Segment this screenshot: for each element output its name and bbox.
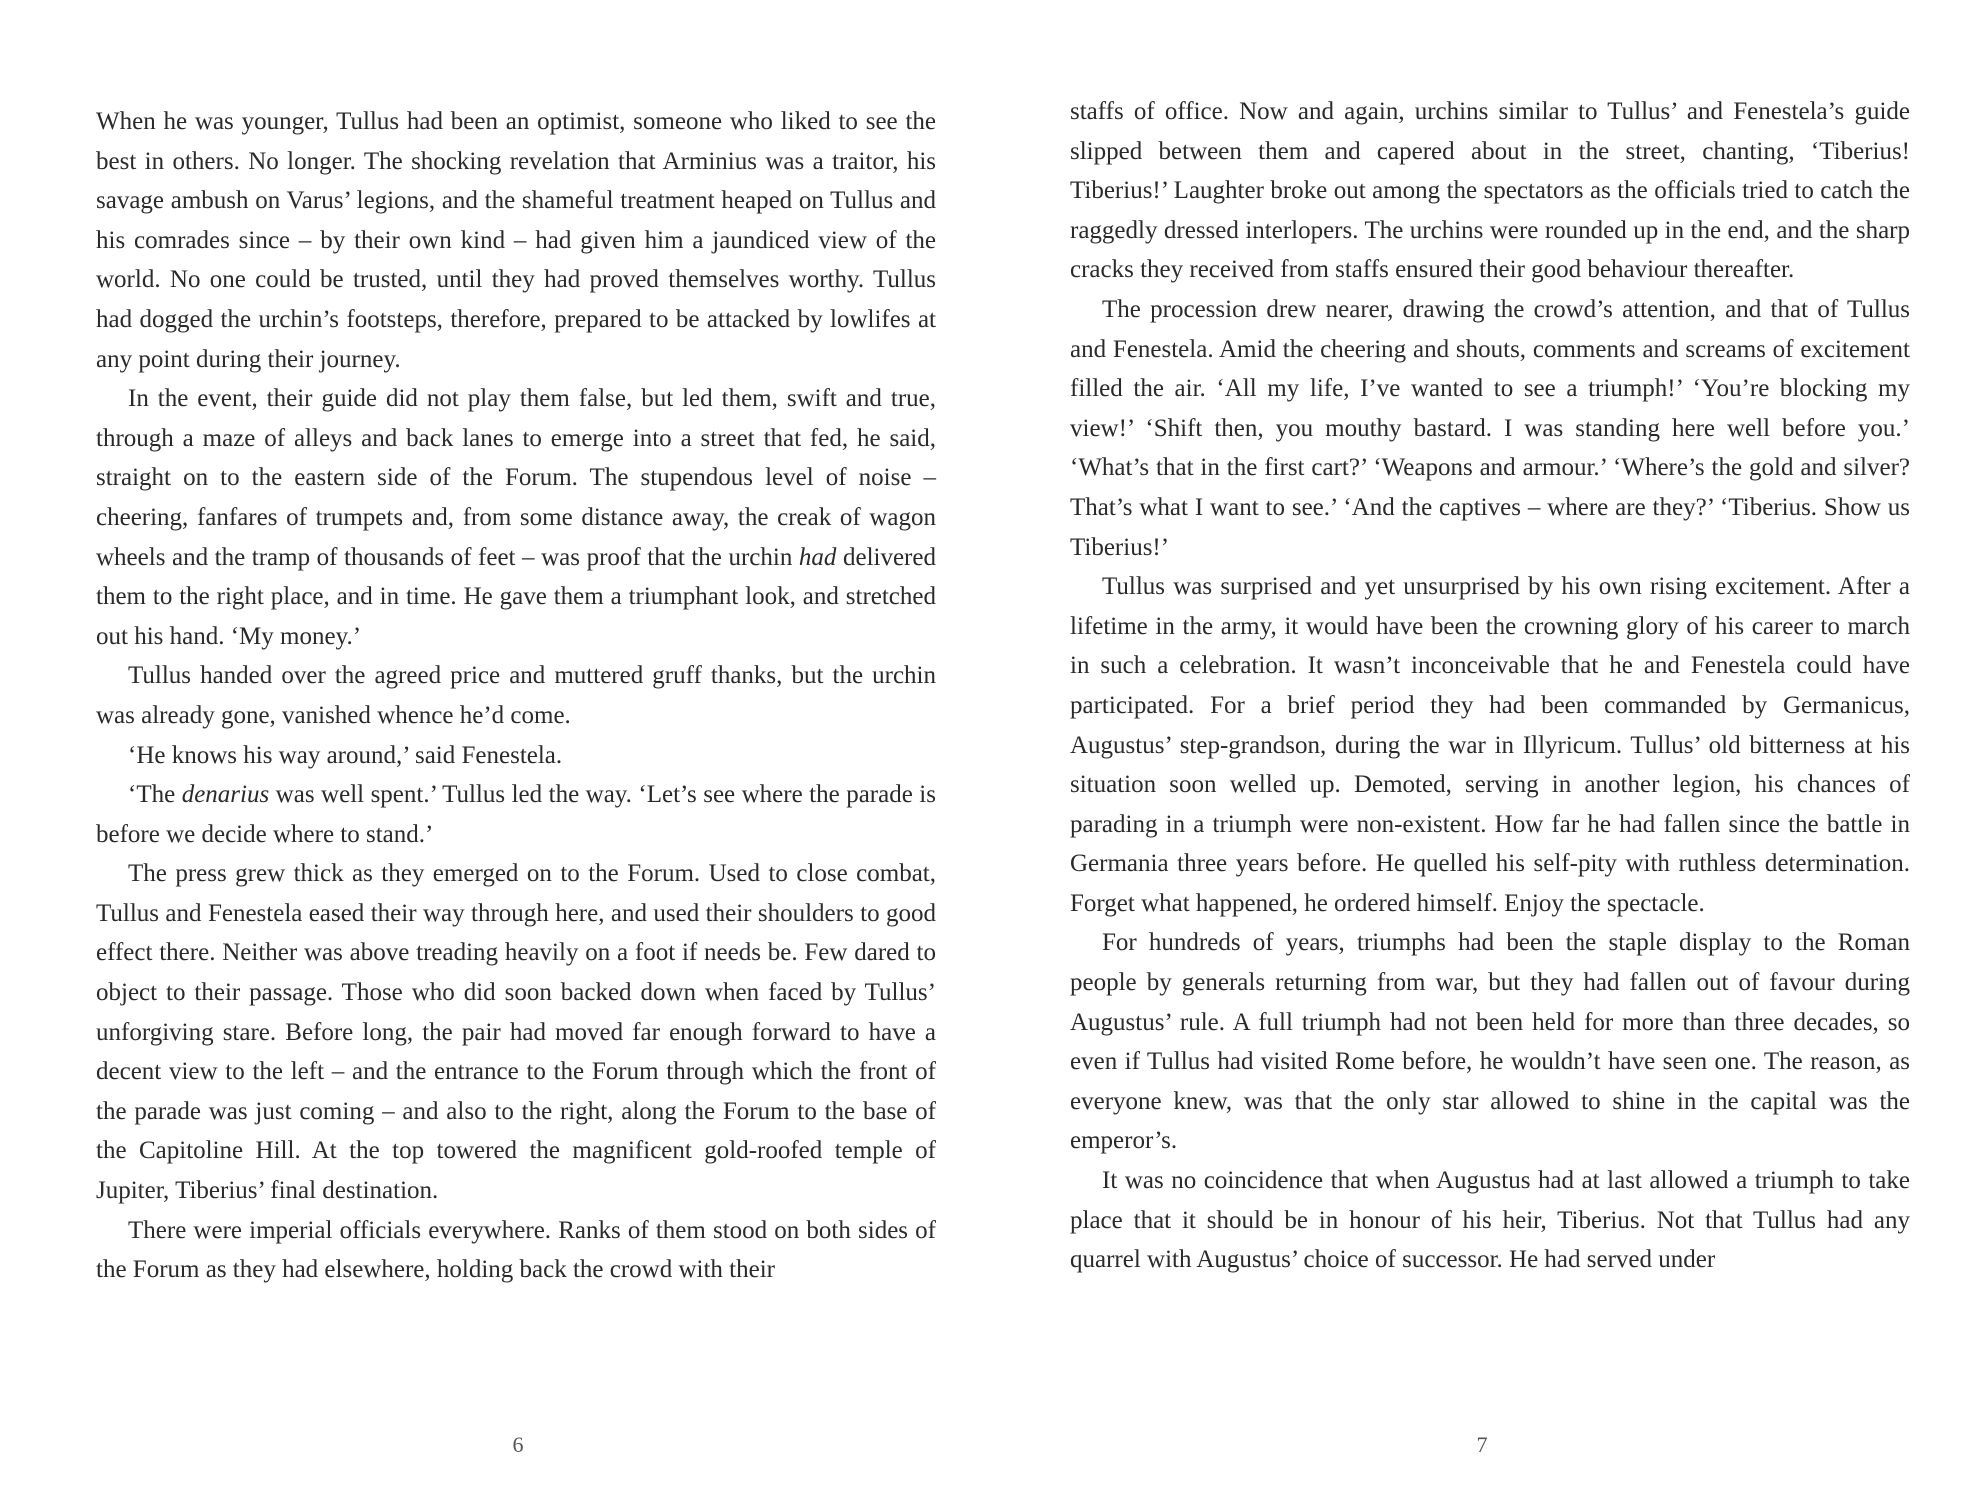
left-page-body	[96, 102, 936, 1290]
paragraph: When he was younger, Tullus had been an optimist, someone who liked to see the best in others. No longer. The shocking revelation that Arminius was a traitor, his savage ambush on Varus’ legions, and the shameful treatment heaped on Tullus and his comrades since – by their own kind – had given him a jaundiced view of the world. No one could be trusted, until they had proved themselves worthy. Tullus had dogged the urchin’s footsteps, therefore, prepared to be attacked by lowlifes at any point during their journey.	[96, 108, 936, 373]
right-page	[990, 0, 1980, 1503]
italic-emphasis: denarius	[181, 781, 270, 809]
page-number: 7	[1476, 1432, 1488, 1457]
paragraph: The procession drew nearer, drawing the crowd’s attention, and that of Tullus and Fenestela. Amid the cheering and shouts, comments and screams of excitement filled the air. ‘All my life, I’ve wanted to see a triumph!’ ‘You’re blocking my view!’ ‘Shift then, you mouthy bastard. I was standing here well before you.’ ‘What’s that in the first cart?’ ‘Weapons and armour.’ ‘Where’s the gold and silver? That’s what I want to see.’ ‘And the captives – where are they?’ ‘Tiberius. Show us Tiberius!’	[1070, 295, 1910, 561]
italic-emphasis: had	[798, 543, 837, 571]
paragraph: Tullus was surprised and yet unsurprised by his own rising excitement. After a lifetime in the army, it would have been the crowning glory of his career to march in such a celebration. It wasn’t inconceivable that he and Fenestela could have participated. For a brief period they had been commanded by Germanicus, Augustus’ step-grandson, during the war in Illyricum. Tullus’ old bitterness at his situation soon welled up. Demoted, serving in another legion, his chances of parading in a triumph were non-existent. How far he had fallen since the battle in Germania three years before. He quelled his self-pity with ruthless determination. Forget what happened, he ordered himself. Enjoy the spectacle.	[1070, 573, 1910, 917]
right-page-body	[1070, 92, 1910, 1280]
paragraph: The press grew thick as they emerged on to the Forum. Used to close combat, Tullus and Fenestela eased their way through here, and used their shoulders to good effect there. Neither was above treading heavily on a foot if needs be. Few dared to object to their passage. Those who did soon backed down when faced by Tullus’ unforgiving stare. Before long, the pair had moved far enough forward to have a decent view to the left – and the entrance to the Forum through which the front of the parade was just coming – and also to the right, along the Forum to the base of the Capitoline Hill. At the top towered the magnificent gold-roofed temple of Jupiter, Tiberius’ final destination.	[96, 860, 936, 1205]
paragraph: There were imperial officials everywhere. Ranks of them stood on both sides of the Forum as they had elsewhere, holding back the crowd with their	[96, 1216, 936, 1284]
paragraph: ‘The denarius was well spent.’ Tullus led the way. ‘Let’s see where the parade is before we decide where to stand.’	[96, 781, 936, 848]
paragraph: In the event, their guide did not play them false, but led them, swift and true, through a maze of alleys and back lanes to emerge into a street that fed, he said, straight on to the eastern side of the Forum. The stupendous level of noise – cheering, fanfares of trumpets and, from some distance away, the creak of wagon wheels and the tramp of thousands of feet – was proof that the urchin had delivered them to the right place, and in time. He gave them a triumphant look, and stretched out his hand. ‘My money.’	[96, 385, 936, 650]
paragraph: staffs of office. Now and again, urchins similar to Tullus’ and Fenestela’s guide slipped between them and capered about in the street, chanting, ‘Tiberius! Tiberius!’ Laughter broke out among the spectators as the officials tried to catch the raggedly dressed interlopers. The urchins were rounded up in the end, and the sharp cracks they received from staffs ensured their good behaviour thereafter.	[1070, 98, 1910, 284]
paragraph: ‘He knows his way around,’ said Fenestela.	[128, 741, 563, 769]
page-number: 6	[512, 1432, 524, 1457]
paragraph: Tullus handed over the agreed price and muttered gruff thanks, but the urchin was already gone, vanished whence he’d come.	[96, 662, 936, 729]
paragraph: It was no coincidence that when Augustus had at last allowed a triumph to take place that it should be in honour of his heir, Tiberius. Not that Tullus had any quarrel with Augustus’ choice of successor. He had served under	[1070, 1167, 1910, 1274]
paragraph: For hundreds of years, triumphs had been the staple display to the Roman people by generals returning from war, but they had fallen out of favour during Augustus’ rule. A full triumph had not been held for more than three decades, so even if Tullus had visited Rome before, he wouldn’t have seen one. The reason, as everyone knew, was that the only star allowed to shine in the capital was the emperor’s.	[1070, 929, 1910, 1155]
